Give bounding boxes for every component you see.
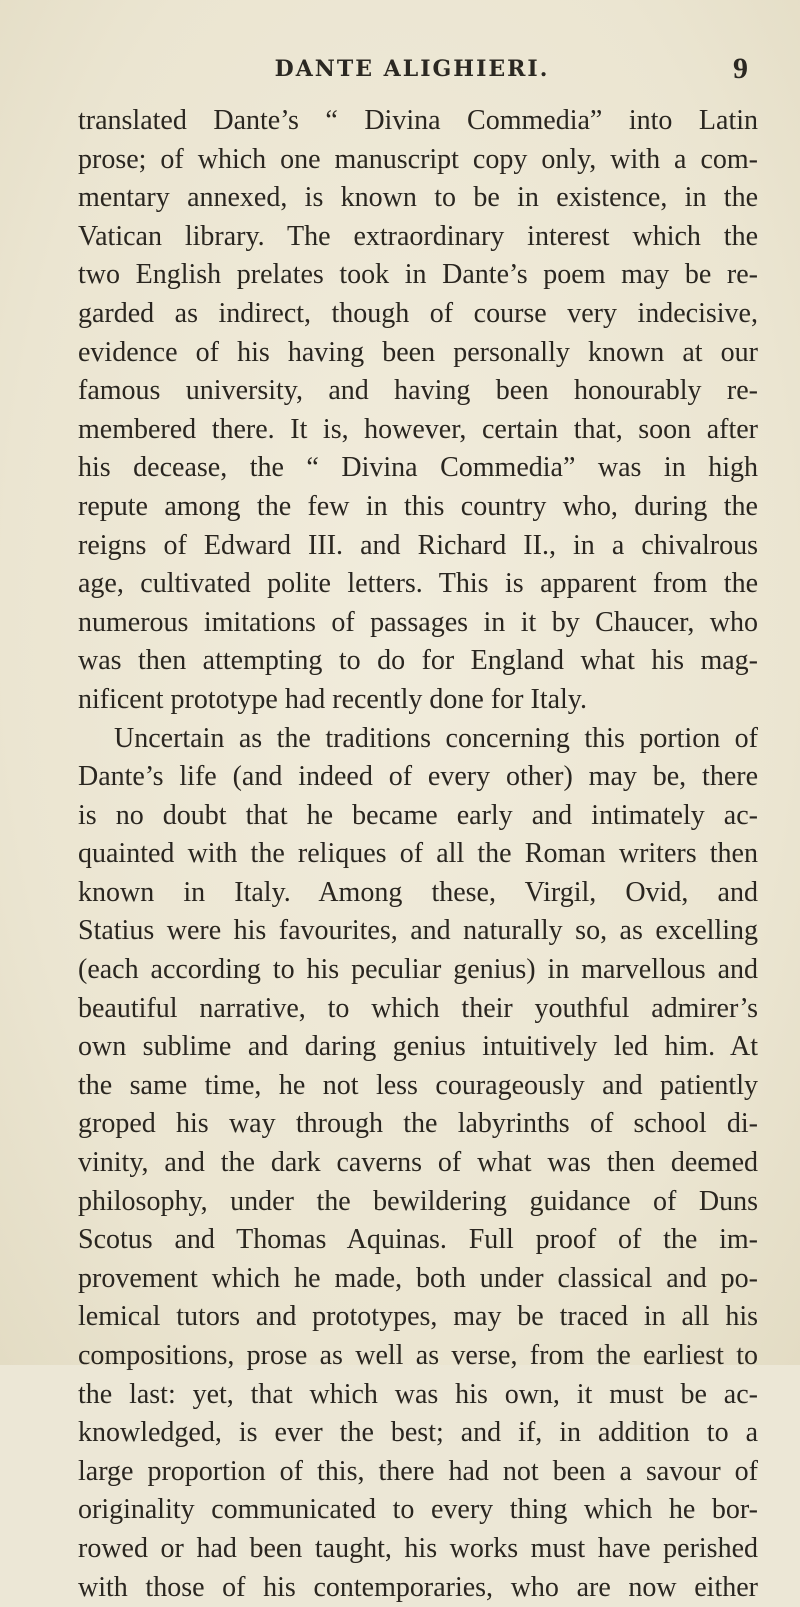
text-line: own sublime and daring genius intuitively led him. At (78, 1031, 758, 1063)
text-line: age, cultivated polite letters. This is apparent from the (78, 568, 758, 600)
text-line: translated Dante’s “ Divina Commedia” into Latin (78, 105, 758, 136)
text-line: groped his way through the labyrinths of school di- (78, 1108, 758, 1140)
text-line: Dante’s life (and indeed of every other) may be, there (78, 761, 758, 793)
text-line: mentary annexed, is known to be in existence, in the (78, 182, 758, 214)
text-line: his decease, the “ Divina Commedia” was in high (78, 452, 758, 484)
text-line: lemical tutors and prototypes, may be traced in all his (78, 1301, 758, 1333)
text-line: nificent prototype had recently done for Italy. (78, 683, 587, 715)
text-line: the same time, he not less courageously and patiently (78, 1069, 758, 1101)
text-line: philosophy, under the bewildering guidance of Duns (78, 1185, 758, 1217)
text-line: was then attempting to do for England what his mag- (78, 645, 758, 677)
text-line: vinity, and the dark caverns of what was then deemed (78, 1147, 758, 1179)
text-line: Scotus and Thomas Aquinas. Full proof of the im- (78, 1224, 758, 1256)
text-line: (each according to his peculiar genius) in marvellous and (78, 954, 758, 986)
text-line: rowed or had been taught, his works must have perished (78, 1532, 758, 1564)
text-line: known in Italy. Among these, Virgil, Ovid, and (78, 876, 758, 908)
body-text (78, 102, 758, 1607)
text-line: provement which he made, both under classical and po- (78, 1262, 758, 1294)
text-line: large proportion of this, there had not been a savour of (78, 1455, 758, 1487)
text-line: knowledged, is ever the best; and if, in addition to a (78, 1417, 758, 1449)
text-line: membered there. It is, however, certain that, soon after (78, 413, 758, 445)
text-line: two English prelates took in Dante’s poem may be re- (78, 259, 758, 291)
text-line: Statius were his favourites, and naturally so, as excelling (78, 915, 758, 947)
running-title: DANTE ALIGHIERI. (274, 56, 550, 82)
text-line: evidence of his having been personally known at our (78, 336, 758, 368)
text-line: compositions, prose as well as verse, from the earliest to (78, 1340, 758, 1371)
text-line: is no doubt that he became early and intimately ac- (78, 799, 758, 831)
text-line: prose; of which one manuscript copy only, with a com- (78, 143, 758, 175)
text-line: Vatican library. The extraordinary interest which the (78, 220, 758, 252)
text-line: quainted with the reliques of all the Roman writers then (78, 838, 758, 870)
text-line: famous university, and having been honourably re- (78, 375, 758, 407)
text-line: with those of his contemporaries, who are now either (78, 1571, 758, 1603)
text-line: garded as indirect, though of course very indecisive, (78, 297, 758, 329)
text-line: numerous imitations of passages in it by Chaucer, who (78, 606, 758, 638)
text-line: beautiful narrative, to which their youthful admirer’s (78, 992, 758, 1024)
text-line: repute among the few in this country who, during the (78, 490, 758, 522)
running-head (72, 52, 752, 96)
text-line: originality communicated to every thing which he bor- (78, 1494, 758, 1526)
page-number: 9 (733, 52, 748, 85)
text-line: the last: yet, that which was his own, it must be ac- (78, 1378, 758, 1410)
text-line: Uncertain as the traditions concerning this portion of (114, 722, 758, 754)
text-line: reigns of Edward III. and Richard II., in a chivalrous (78, 529, 758, 561)
